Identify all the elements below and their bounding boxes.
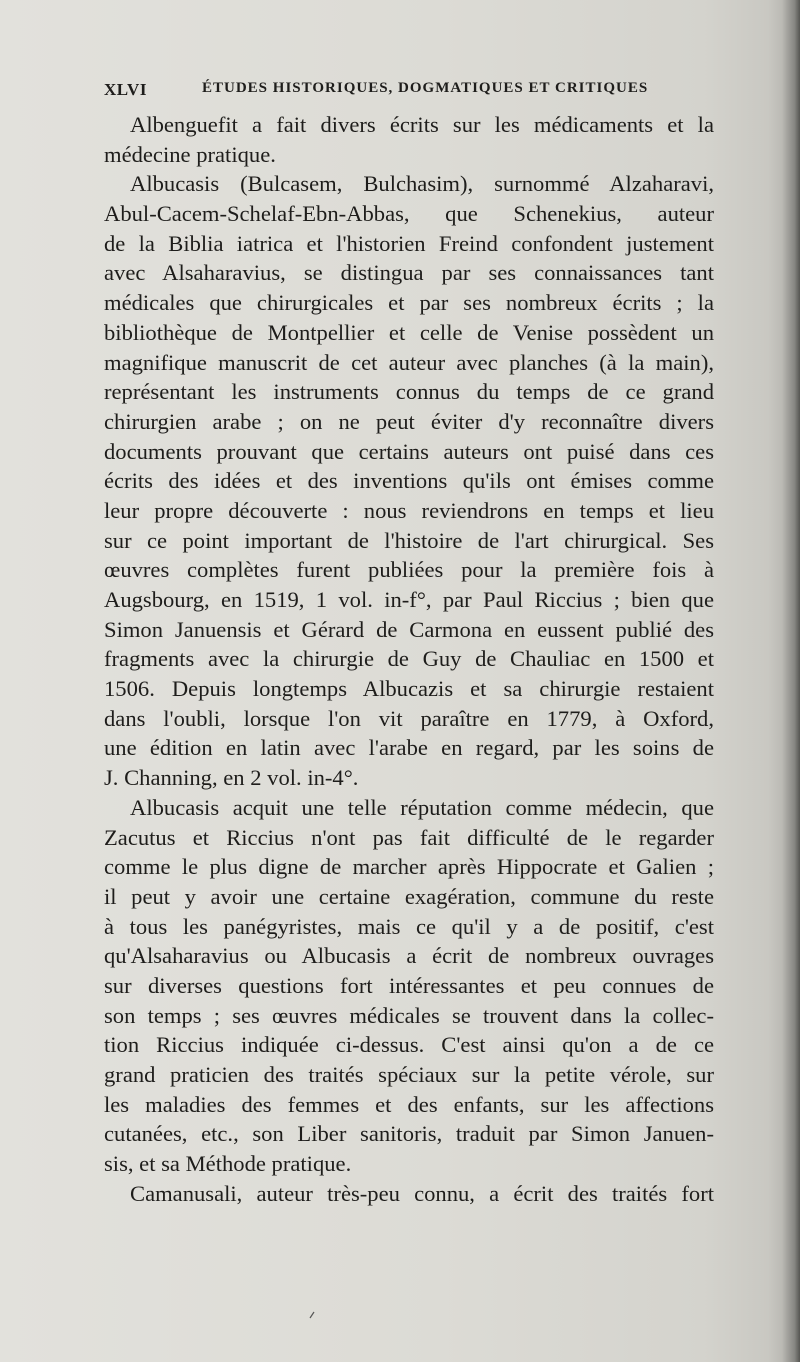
text-line: grand praticien des traités spéciaux sur la petite vérole, sur <box>104 1062 714 1087</box>
text-line: dans l'oubli, lorsque l'on vit paraître en 1779, à Oxford, <box>104 705 714 731</box>
text-line: qu'Alsaharavius ou Albucasis a écrit de nombreux ouvrages <box>104 943 714 969</box>
text-line: il peut y avoir une certaine exagération, commune du reste <box>104 883 714 909</box>
text-line: Zacutus et Riccius n'ont pas fait difficulté de le regarder <box>104 824 714 850</box>
text-line: médecine pratique. <box>104 141 276 167</box>
text-line: Abul-Cacem-Schelaf-Ebn-Abbas, que Schenekius, auteur <box>104 201 714 227</box>
text-line: sis, et sa Méthode pratique. <box>104 1151 352 1177</box>
text-line: Augsbourg, en 1519, 1 vol. in-f°, par Paul Riccius ; bien que <box>104 587 714 612</box>
text-line: sur diverses questions fort intéressantes et peu connues de <box>104 972 714 998</box>
page-header <box>104 74 714 108</box>
text-line: leur propre découverte : nous reviendrons en temps et lieu <box>104 497 714 523</box>
text-line: œuvres complètes furent publiées pour la première fois à <box>104 557 714 583</box>
running-title: ÉTUDES HISTORIQUES, DOGMATIQUES ET CRITIQUES <box>202 80 649 96</box>
text-line: les maladies des femmes et des enfants, sur les affections <box>104 1091 714 1117</box>
text-line: chirurgien arabe ; on ne peut éviter d'y reconnaître divers <box>104 408 714 434</box>
text-line: médicales que chirurgicales et par ses nombreux écrits ; la <box>104 290 714 316</box>
text-line: une édition en latin avec l'arabe en regard, par les soins de <box>104 735 714 761</box>
text-line: Simon Januensis et Gérard de Carmona en eussent publié des <box>104 616 714 642</box>
text-line: sur ce point important de l'histoire de l'art chirurgical. Ses <box>104 527 714 553</box>
text-line: Camanusali, auteur très-peu connu, a écrit des traités fort <box>130 1180 714 1206</box>
text-line: son temps ; ses œuvres médicales se trouvent dans la collec- <box>104 1002 714 1028</box>
text-line: fragments avec la chirurgie de Guy de Chauliac en 1500 et <box>104 646 714 672</box>
text-line: documents prouvant que certains auteurs ont puisé dans ces <box>104 438 714 464</box>
text-line: Albucasis (Bulcasem, Bulchasim), surnommé Alzaharavi, <box>130 171 714 197</box>
text-line: cutanées, etc., son Liber sanitoris, traduit par Simon Januen- <box>104 1121 714 1147</box>
page-edge-shadow <box>782 0 800 1362</box>
page-body-text <box>104 110 714 1208</box>
text-line: comme le plus digne de marcher après Hippocrate et Galien ; <box>104 854 714 880</box>
text-line: bibliothèque de Montpellier et celle de Venise possèdent un <box>104 319 714 345</box>
text-line: à tous les panégyristes, mais ce qu'il y a de positif, c'est <box>104 913 714 939</box>
page-number: XLVI <box>104 80 147 99</box>
text-line: écrits des idées et des inventions qu'ils ont émises comme <box>104 468 714 494</box>
text-line: avec Alsaharavius, se distingua par ses connaissances tant <box>104 260 714 286</box>
text-line: J. Channing, en 2 vol. in-4°. <box>104 765 359 791</box>
text-line: 1506. Depuis longtemps Albucazis et sa chirurgie restaient <box>104 676 714 702</box>
text-line: de la Biblia iatrica et l'historien Freind confondent justement <box>104 230 714 256</box>
text-line: représentant les instruments connus du temps de ce grand <box>104 379 714 405</box>
text-line: tion Riccius indiquée ci-dessus. C'est ainsi qu'on a de ce <box>104 1032 714 1058</box>
ink-mark-icon <box>308 1310 328 1320</box>
text-line: Albucasis acquit une telle réputation comme médecin, que <box>130 794 714 820</box>
text-line: Albenguefit a fait divers écrits sur les médicaments et la <box>130 112 714 137</box>
text-line: magnifique manuscrit de cet auteur avec planches (à la main), <box>104 349 714 375</box>
